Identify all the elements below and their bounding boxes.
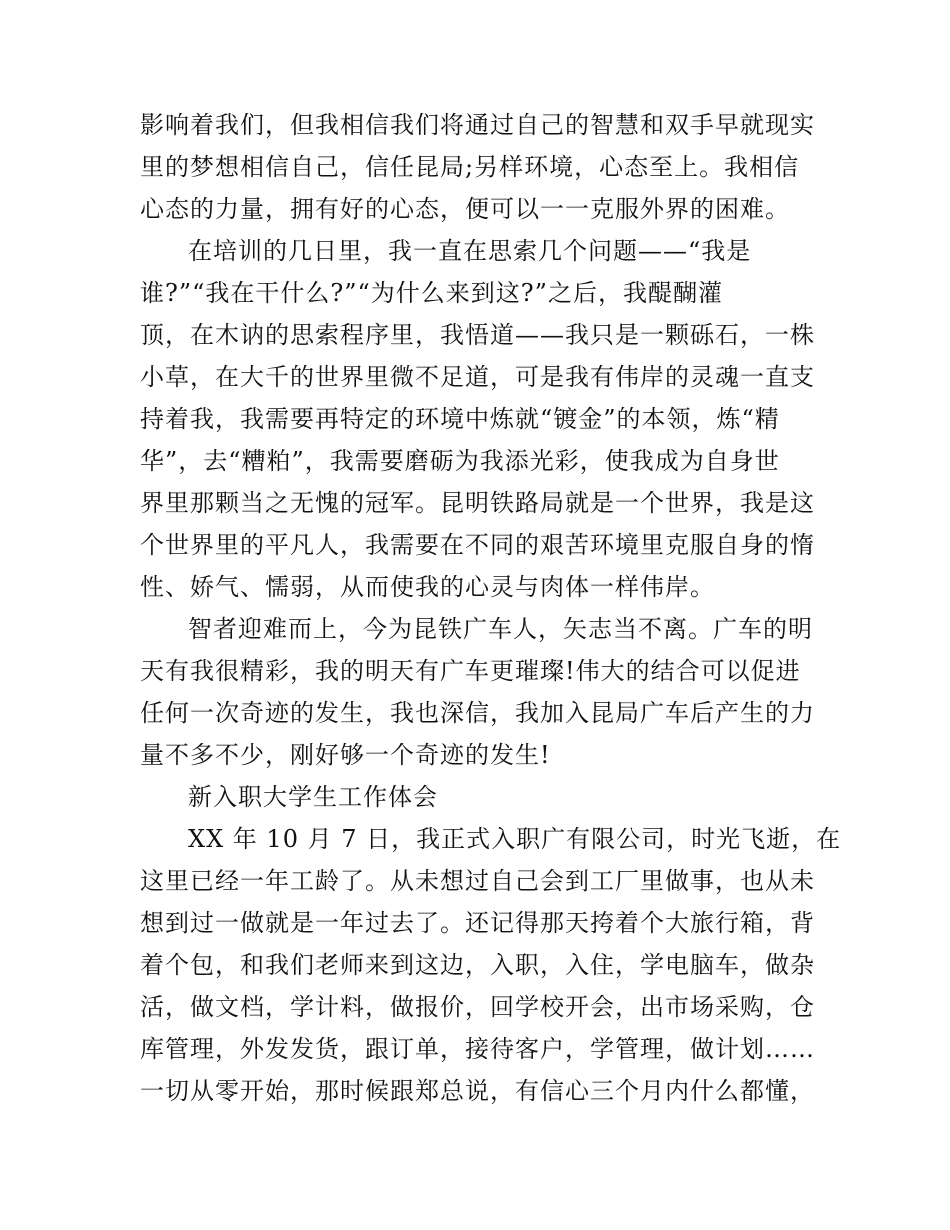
text-line: 智者迎难而上，今为昆铁广车人，矢志当不离。广车的明 [188,615,813,643]
text-line: XX 年 10 月 7 日，我正式入职广有限公司，时光飞逝，在 [188,825,842,853]
text-line: 着个包，和我们老师来到这边，入职，入住，学电脑车，做杂 [140,951,815,979]
text-line: 持着我，我需要再特定的环境中炼就“镀金”的本领，炼“精 [140,405,780,433]
text-line: 在培训的几日里，我一直在思索几个问题——“我是 [188,237,752,265]
text-line: 影响着我们，但我相信我们将通过自己的智慧和双手早就现实 [140,111,815,139]
text-line: 性、娇气、懦弱，从而使我的心灵与肉体一样伟岸。 [140,573,715,601]
text-line: 天有我很精彩，我的明天有广车更璀璨!伟大的结合可以促进 [140,657,801,685]
text-line: 一切从零开始，那时候跟郑总说，有信心三个月内什么都懂， [140,1077,815,1105]
text-line: 这里已经一年工龄了。从未想过自己会到工厂里做事，也从未 [140,867,815,895]
text-line: 活，做文档，学计料，做报价，回学校开会，出市场采购，仓 [140,993,815,1021]
text-line: 任何一次奇迹的发生，我也深信，我加入昆局广车后产生的力 [140,699,815,727]
text-line: 谁?”“我在干什么?”“为什么来到这?”之后，我醍醐灌 [140,279,723,307]
text-line: 个世界里的平凡人，我需要在不同的艰苦环境里克服自身的惰 [140,531,815,559]
text-line: 小草，在大千的世界里微不足道，可是我有伟岸的灵魂一直支 [140,363,815,391]
text-line: 新入职大学生工作体会 [188,783,438,811]
text-line: 想到过一做就是一年过去了。还记得那天挎着个大旅行箱，背 [140,909,815,937]
text-line: 库管理，外发发货，跟订单，接待客户，学管理，做计划…… [140,1035,815,1063]
text-line: 华”，去“糟粕”，我需要磨砺为我添光彩，使我成为自身世 [140,447,780,475]
text-line: 顶，在木讷的思索程序里，我悟道——我只是一颗砾石，一株 [140,321,815,349]
document-body [140,104,842,1112]
text-line: 量不多不少，刚好够一个奇迹的发生! [140,741,551,769]
text-line: 里的梦想相信自己，信任昆局;另样环境，心态至上。我相信 [140,153,800,181]
text-line: 界里那颗当之无愧的冠军。昆明铁路局就是一个世界，我是这 [140,489,815,517]
text-line: 心态的力量，拥有好的心态，便可以一一克服外界的困难。 [140,195,790,223]
